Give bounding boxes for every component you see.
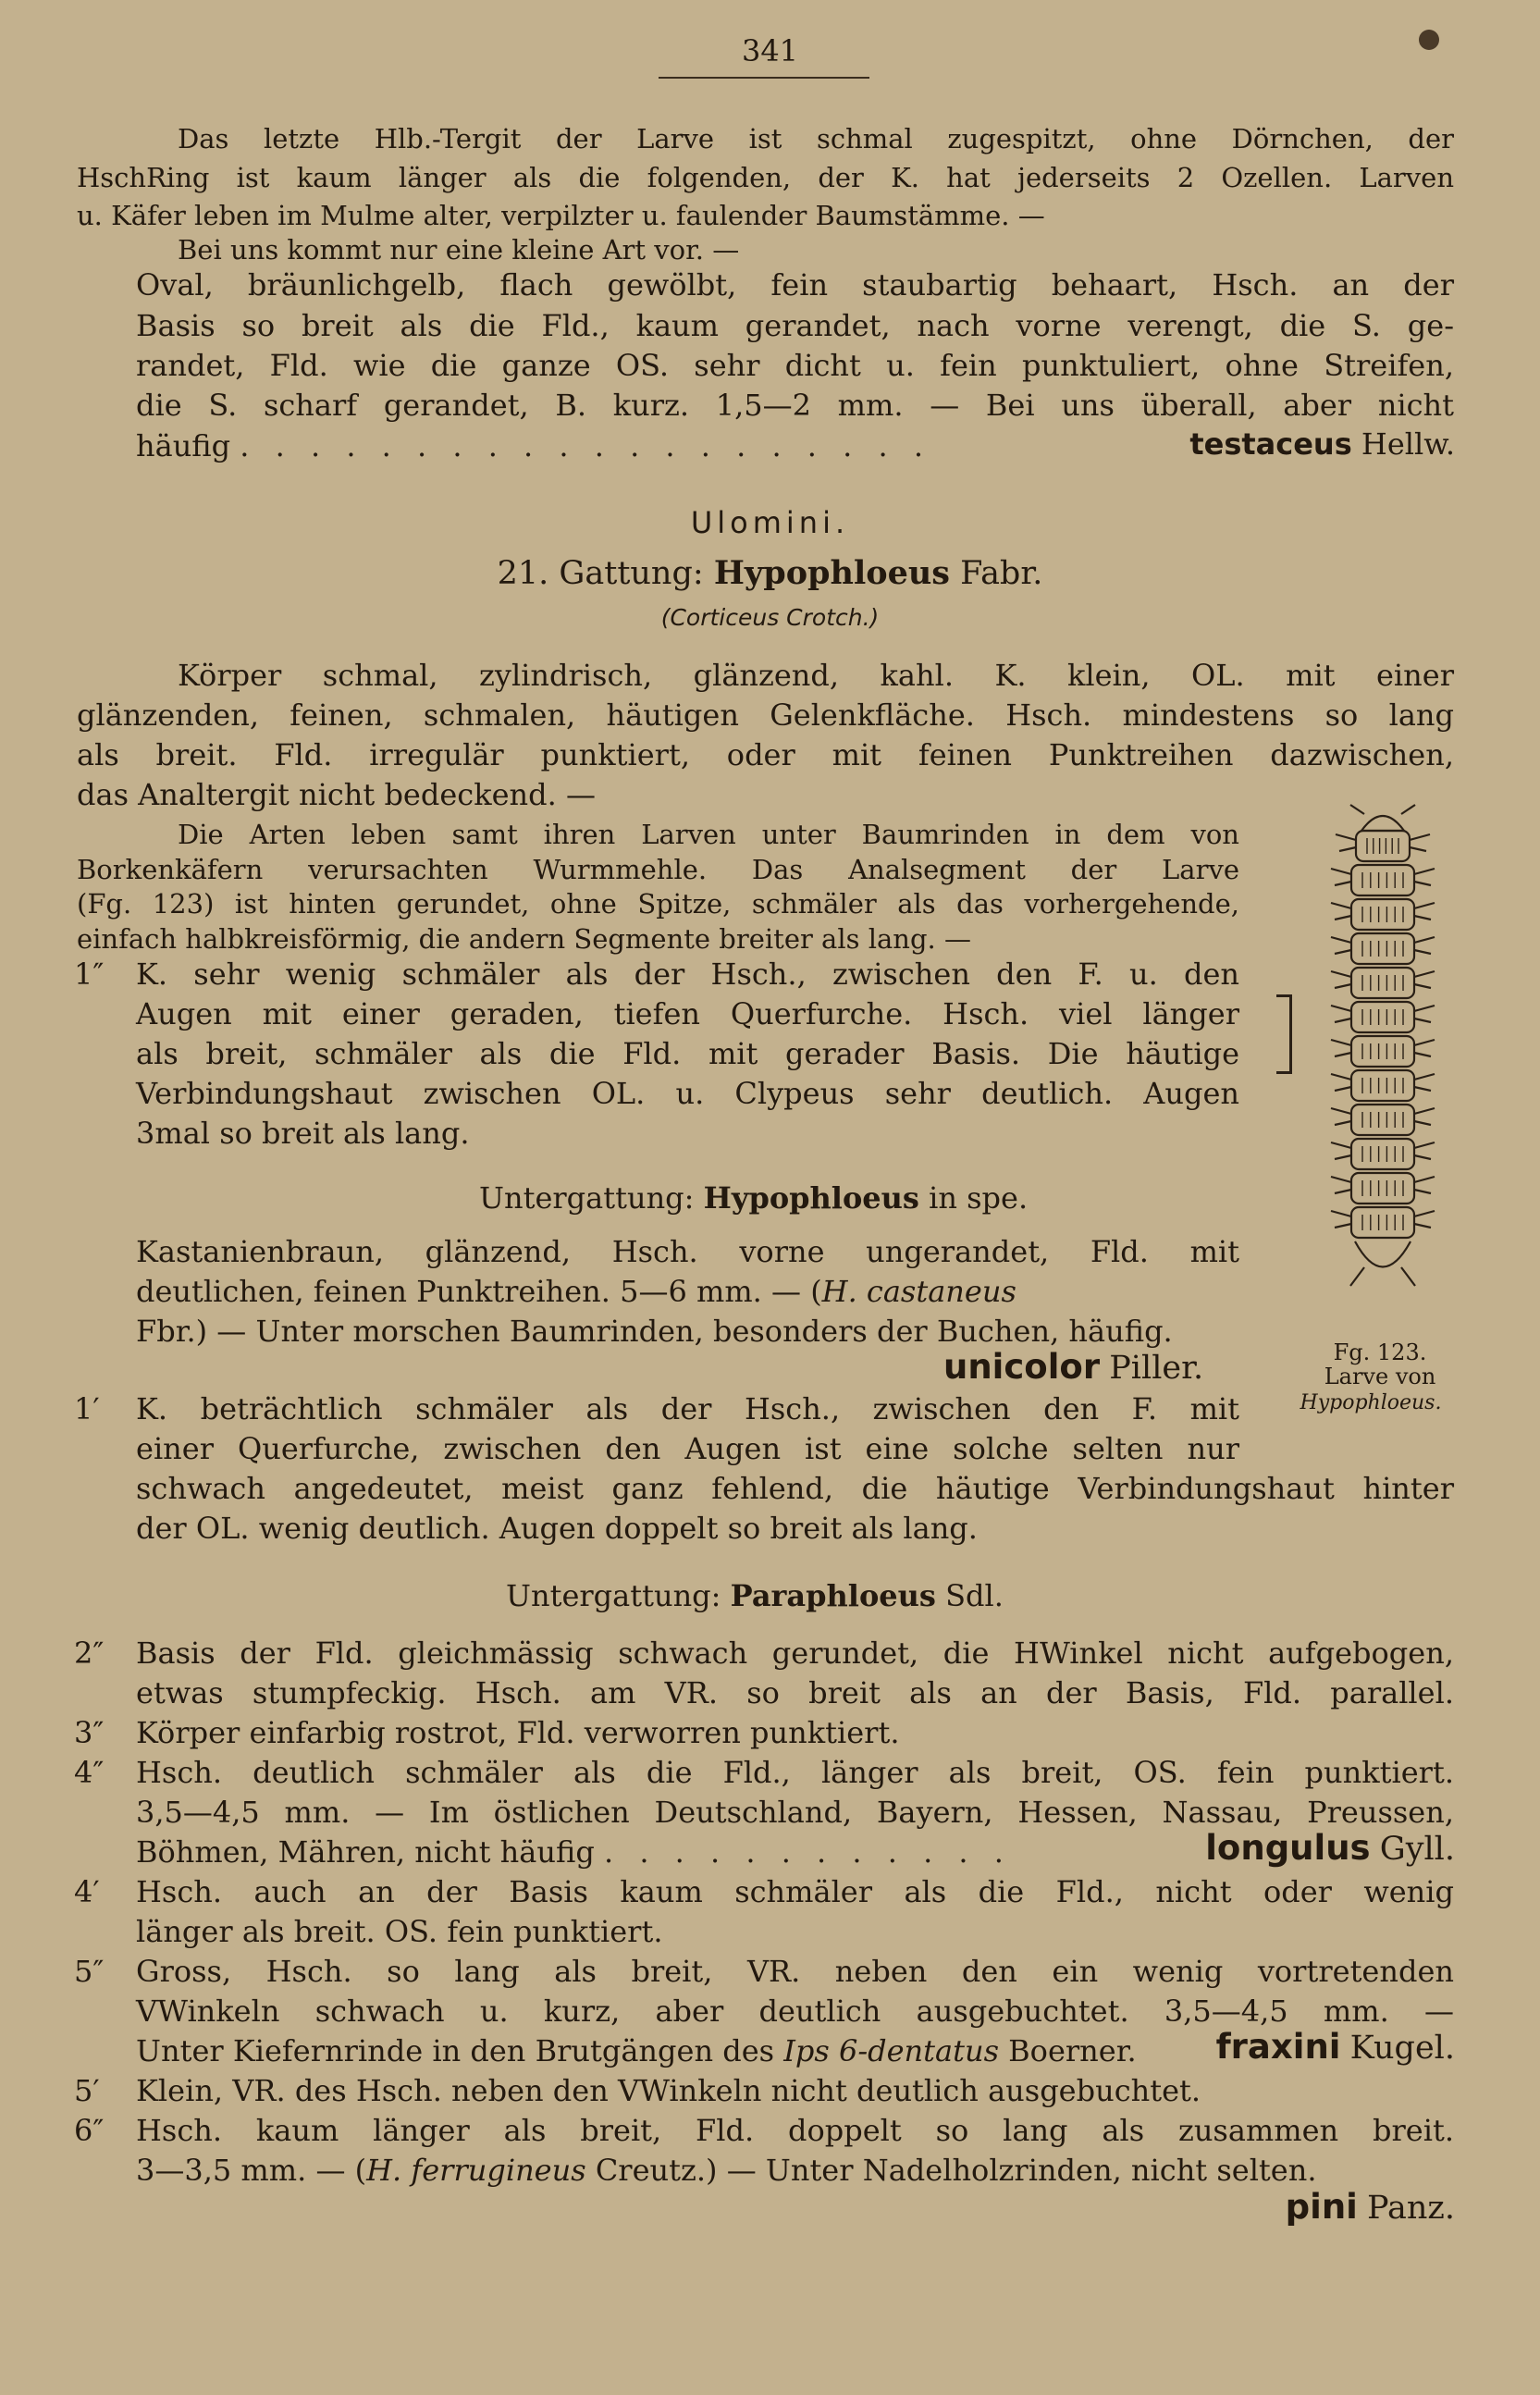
- larva-bristle: [1331, 1177, 1351, 1193]
- larva-line: einfach halbkreisförmig, die andern Segmente breiter als lang. —: [77, 923, 971, 955]
- larva-segment: [1351, 1070, 1414, 1101]
- larva-bristle: [1414, 1108, 1435, 1125]
- larva-segment: [1351, 1002, 1414, 1032]
- subgenus-prefix: Untergattung:: [479, 1180, 695, 1216]
- description-line: randet, Fld. wie die ganze OS. sehr dicht u. fein punktuliert, ohne Streifen,: [136, 348, 1454, 383]
- larva-bristle: [1331, 1211, 1351, 1228]
- larva-anal-segment: [1355, 1241, 1411, 1267]
- genus-description-line: glänzenden, feinen, schmalen, häutigen Gelenkfläche. Hsch. mindestens so lang: [77, 698, 1454, 733]
- species-name: [943, 1349, 1203, 1387]
- species-author: Hellw.: [1361, 426, 1455, 462]
- couplet-line: etwas stumpfeckig. Hsch. am VR. so breit als an der Basis, Fld. parallel.: [136, 1675, 1454, 1710]
- larva-segment: [1351, 933, 1414, 964]
- larva-bristle: [1414, 1074, 1435, 1091]
- larva-bristle: [1414, 1211, 1435, 1228]
- couplet-line: Klein, VR. des Hsch. neben den VWinkeln nicht deutlich ausgebuchtet.: [136, 2073, 1201, 2108]
- synonym-name: H. castaneus: [821, 1274, 1016, 1309]
- larva-bristle: [1414, 1142, 1435, 1159]
- species-author: Kugel.: [1349, 2030, 1455, 2067]
- larva-line: Die Arten leben samt ihren Larven unter Baumrinden in dem von: [178, 819, 1239, 850]
- genus-number: 21. Gattung:: [497, 555, 704, 592]
- species-name: [1205, 1830, 1455, 1868]
- larva-line: Borkenkäfern verursachten Wurmmehle. Das Analsegment der Larve: [77, 854, 1239, 885]
- description-line: Fbr.) — Unter morschen Baumrinden, besonders der Buchen, häufig.: [136, 1314, 1173, 1349]
- genus-heading: [0, 555, 1540, 592]
- couplet-line: Körper einfarbig rostrot, Fld. verworren punktiert.: [136, 1715, 900, 1750]
- species-author: Gyll.: [1379, 1831, 1455, 1868]
- species-name: [1216, 2029, 1455, 2067]
- couplet-number: 4′: [74, 1874, 100, 1909]
- description-line: Oval, bräunlichgelb, flach gewölbt, fein staubartig behaart, Hsch. an der: [136, 267, 1454, 302]
- subgenus-heading: [479, 1179, 1028, 1216]
- genus-synonym: [0, 599, 1540, 636]
- larva-bristle: [1331, 1074, 1351, 1091]
- line-text: häufig: [136, 428, 231, 463]
- page-number: 341: [741, 33, 799, 68]
- subgenus-name: Paraphloeus: [730, 1578, 936, 1613]
- synonym-text: (Corticeus Crotch.): [660, 604, 880, 631]
- couplet-line: einer Querfurche, zwischen den Augen ist eine solche selten nur: [136, 1431, 1239, 1466]
- line-text: Böhmen, Mähren, nicht häufig: [136, 1834, 595, 1870]
- genus-description-line: das Analtergit nicht bedeckend. —: [77, 777, 596, 812]
- couplet-number: 3″: [74, 1715, 105, 1750]
- couplet-line: Hsch. auch an der Basis kaum schmäler als die Fld., nicht oder wenig: [136, 1874, 1454, 1909]
- couplet-line: Verbindungshaut zwischen OL. u. Clypeus sehr deutlich. Augen: [136, 1076, 1239, 1111]
- larva-bristle: [1331, 1006, 1351, 1022]
- couplet-line: VWinkeln schwach u. kurz, aber deutlich ausgebuchtet. 3,5—4,5 mm. —: [136, 1994, 1454, 2029]
- larva-bristle: [1414, 869, 1435, 885]
- leader-dots: . . . . . . . . . . . .: [603, 1834, 1012, 1870]
- genus-name: Hypophloeus: [713, 554, 951, 592]
- couplet-line: der OL. wenig deutlich. Augen doppelt so breit als lang.: [136, 1511, 978, 1546]
- genus-author: Fabr.: [960, 555, 1043, 592]
- species-author: Panz.: [1367, 2190, 1455, 2227]
- larva-line: (Fg. 123) ist hinten gerundet, ohne Spitze, schmäler als das vorhergehende,: [77, 888, 1239, 920]
- larva-urogomphi: [1350, 1267, 1415, 1286]
- couplet-line: 3,5—4,5 mm. — Im östlichen Deutschland, Bayern, Hessen, Nassau, Preussen,: [136, 1795, 1454, 1830]
- header-rule: [659, 77, 869, 79]
- figure-caption: Larve von: [1324, 1364, 1436, 1389]
- larva-segment: [1351, 968, 1414, 998]
- genus-description-line: als breit. Fld. irregulär punktiert, oder mit feinen Punktreihen dazwischen,: [77, 737, 1454, 772]
- couplet-number: 1″: [74, 957, 105, 992]
- subgenus-suffix: in spe.: [929, 1180, 1029, 1216]
- subgenus-name: Hypophloeus: [703, 1180, 919, 1216]
- species-name: [1189, 426, 1455, 463]
- leader-dots: . . . . . . . . . . . . . . . . . . . .: [240, 428, 931, 463]
- larva-bristle: [1331, 1142, 1351, 1159]
- figure-genus: Hypophloeus.: [1300, 1391, 1442, 1414]
- larva-segment: [1351, 1207, 1414, 1238]
- species-epithet: pini: [1285, 2187, 1358, 2227]
- species-epithet: testaceus: [1189, 426, 1352, 462]
- tribe-heading: Ulomini.: [690, 505, 850, 540]
- larva-bristle: [1331, 903, 1351, 920]
- larva-bristle: [1414, 1006, 1435, 1022]
- description-line: die S. scharf gerandet, B. kurz. 1,5—2 mm. — Bei uns überall, aber nicht: [136, 388, 1454, 423]
- larva-bristle: [1331, 1040, 1351, 1056]
- species-epithet: unicolor: [943, 1347, 1101, 1387]
- larva-segment: [1351, 899, 1414, 930]
- couplet-line: [136, 1833, 1012, 1870]
- couplet-number: 2″: [74, 1636, 105, 1671]
- line-text: deutlichen, feinen Punktreihen. 5—6 mm. —: [136, 1274, 802, 1309]
- italic-name: H. ferrugineus: [366, 2153, 586, 2188]
- scale-bracket: [1276, 994, 1292, 1074]
- description-line: [136, 1273, 1016, 1310]
- description-line: [136, 427, 931, 464]
- couplet-line: K. sehr wenig schmäler als der Hsch., zwischen den F. u. den: [136, 957, 1239, 992]
- larva-bristle: [1414, 903, 1435, 920]
- larva-segment: [1351, 865, 1414, 895]
- intro-line: u. Käfer leben im Mulme alter, verpilzter u. faulender Baumstämme. —: [77, 200, 1045, 231]
- species-epithet: longulus: [1205, 1828, 1371, 1868]
- larva-bristle: [1336, 834, 1356, 851]
- description-line: Kastanienbraun, glänzend, Hsch. vorne ungerandet, Fld. mit: [136, 1234, 1239, 1269]
- couplet-line: Augen mit einer geraden, tiefen Querfurche. Hsch. viel länger: [136, 996, 1239, 1031]
- synonym-open: (: [810, 1274, 822, 1309]
- description-line: Basis so breit als die Fld., kaum gerandet, nach vorne verengt, die S. ge-: [136, 308, 1454, 343]
- larva-antenna: [1350, 805, 1415, 814]
- larva-bristle: [1331, 1108, 1351, 1125]
- subgenus-suffix: Sdl.: [945, 1578, 1004, 1613]
- larva-bristle: [1331, 869, 1351, 885]
- larva-bristle: [1414, 937, 1435, 954]
- larva-segment: [1356, 831, 1410, 861]
- couplet-number: 1′: [74, 1391, 100, 1426]
- line-text: 3—3,5 mm. — (: [136, 2153, 367, 2188]
- couplet-number: 6″: [74, 2113, 105, 2148]
- couplet-line: als breit, schmäler als die Fld. mit gerader Basis. Die häutige: [136, 1036, 1239, 1071]
- intro-line: HschRing ist kaum länger als die folgenden, der K. hat jederseits 2 Ozellen. Larven: [77, 162, 1454, 193]
- line-text: Unter Kiefernrinde in den Brutgängen des: [136, 2033, 775, 2068]
- intro-line: Das letzte Hlb.-Tergit der Larve ist schmal zugespitzt, ohne Dörnchen, der: [178, 123, 1454, 154]
- intro-line: Bei uns kommt nur eine kleine Art vor. —: [178, 234, 740, 265]
- couplet-line: K. beträchtlich schmäler als der Hsch., zwischen den F. mit: [136, 1391, 1239, 1426]
- couplet-line: Basis der Fld. gleichmässig schwach gerundet, die HWinkel nicht aufgebogen,: [136, 1636, 1454, 1671]
- line-text: Boerner.: [1008, 2033, 1137, 2068]
- line-text: Creutz.) — Unter Nadelholzrinden, nicht selten.: [595, 2153, 1317, 2188]
- larva-bristle: [1414, 1040, 1435, 1056]
- species-author: Piller.: [1109, 1350, 1204, 1387]
- couplet-line: schwach angedeutet, meist ganz fehlend, die häutige Verbindungshaut hinter: [136, 1471, 1454, 1506]
- couplet-line: [136, 2152, 1317, 2189]
- species-epithet: fraxini: [1215, 2027, 1341, 2067]
- subgenus-prefix: Untergattung:: [506, 1578, 721, 1613]
- genus-description-line: Körper schmal, zylindrisch, glänzend, kahl. K. klein, OL. mit einer: [178, 658, 1454, 693]
- species-name: [1286, 2189, 1455, 2227]
- larva-figure: [1313, 794, 1452, 1330]
- larva-segment: [1351, 1036, 1414, 1067]
- couplet-line: [136, 2032, 1137, 2069]
- couplet-line: länger als breit. OS. fein punktiert.: [136, 1914, 663, 1949]
- larva-bristle: [1414, 971, 1435, 988]
- larva-segment: [1351, 1139, 1414, 1169]
- larva-segment: [1351, 1105, 1414, 1135]
- couplet-line: Gross, Hsch. so lang als breit, VR. neben den ein wenig vortretenden: [136, 1954, 1454, 1989]
- larva-segment: [1351, 1173, 1414, 1204]
- couplet-line: Hsch. deutlich schmäler als die Fld., länger als breit, OS. fein punktiert.: [136, 1755, 1454, 1790]
- italic-name: Ips 6-dentatus: [783, 2033, 999, 2068]
- larva-bristle: [1331, 937, 1351, 954]
- subgenus-heading: [506, 1577, 1004, 1614]
- larva-head: [1361, 816, 1404, 831]
- couplet-number: 4″: [74, 1755, 105, 1790]
- larva-bristle: [1414, 1177, 1435, 1193]
- couplet-line: 3mal so breit als lang.: [136, 1116, 470, 1151]
- larva-bristle: [1331, 971, 1351, 988]
- couplet-number: 5′: [74, 2073, 100, 2108]
- couplet-number: 5″: [74, 1954, 105, 1989]
- larva-bristle: [1410, 834, 1430, 851]
- figure-label: Fg. 123.: [1333, 1339, 1427, 1365]
- couplet-line: Hsch. kaum länger als breit, Fld. doppelt so lang als zusammen breit.: [136, 2113, 1454, 2148]
